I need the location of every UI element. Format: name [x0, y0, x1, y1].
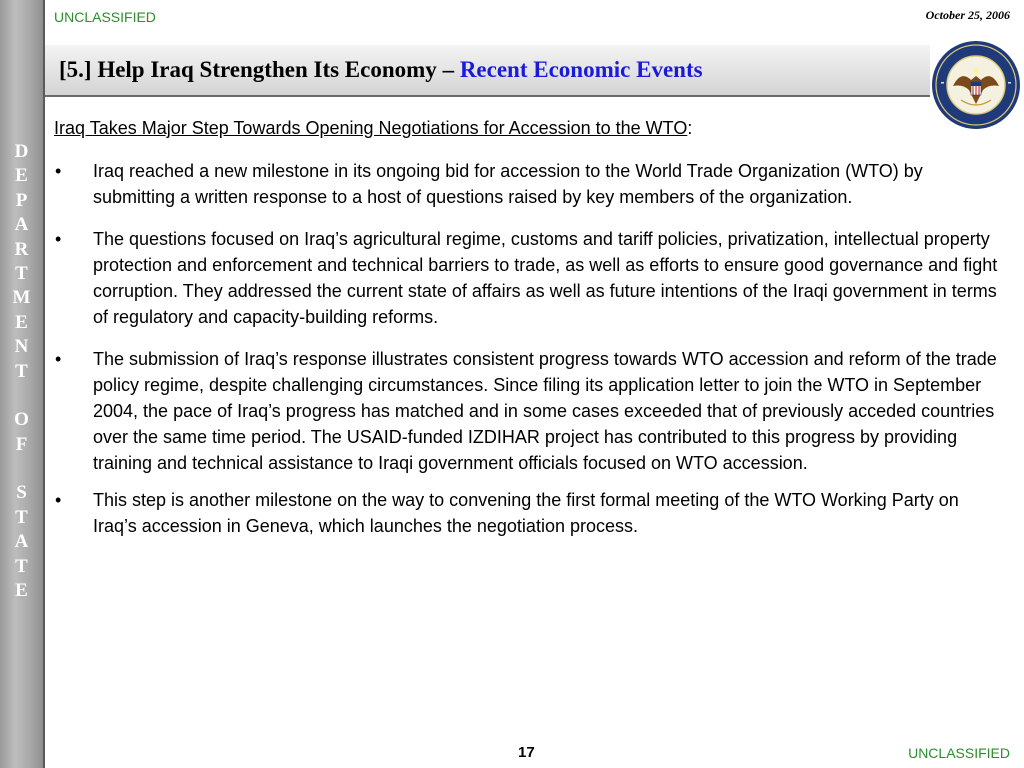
title-band	[45, 45, 930, 97]
bullet-item	[54, 487, 1004, 539]
slide-date: October 25, 2006	[925, 8, 1010, 22]
sidebar-letter: E	[15, 311, 28, 333]
bullet-text: The questions focused on Iraq’s agricultural regime, customs and tariff policies, privatization, intellectual property protection and enforcement and technical barriers to trade, as well as efforts to ensure good governance and fight corruption. They addressed the current state of affairs as well as future intentions of the Iraqi government in terms of regulatory and capacity-building reforms.	[93, 229, 998, 327]
page-number: 17	[518, 744, 535, 761]
sidebar-letter: N	[14, 336, 29, 358]
section-heading-suffix: :	[687, 118, 693, 138]
bullet-mark: •	[55, 229, 62, 249]
bullet-item	[54, 158, 1004, 210]
classification-bottom: UNCLASSIFIED	[908, 745, 1010, 761]
bullet-mark: •	[55, 490, 62, 510]
title-accent: Recent Economic Events	[459, 57, 703, 82]
sidebar-letter: O	[14, 409, 29, 431]
bullet-text: This step is another milestone on the way to convening the first formal meeting of the WTO Working Party on Iraq’s accession in Geneva, which launches the negotiation process.	[93, 490, 959, 536]
sidebar-letter: T	[15, 555, 28, 577]
sidebar-letter: P	[15, 189, 28, 211]
slide-body	[54, 117, 1004, 555]
bullet-item	[54, 226, 1004, 330]
bullet-item	[54, 346, 1004, 476]
sidebar-letter: T	[15, 360, 28, 382]
sidebar-letter: T	[15, 262, 28, 284]
sidebar-letter: E	[15, 165, 28, 187]
sidebar-letter: D	[14, 141, 29, 162]
classification-top: UNCLASSIFIED	[54, 9, 156, 25]
sidebar-letter: E	[15, 580, 28, 602]
bullet-mark: •	[55, 161, 62, 181]
sidebar-letter: F	[15, 433, 28, 455]
section-heading	[54, 117, 1004, 139]
sidebar-letter: T	[15, 506, 28, 528]
sidebar-vertical-text	[0, 140, 43, 603]
sidebar-letter: A	[14, 531, 29, 553]
sidebar-letter: M	[12, 287, 31, 309]
bullet-mark: •	[55, 349, 62, 369]
sidebar-letter: S	[16, 482, 27, 504]
bullet-text: Iraq reached a new milestone in its ongoing bid for accession to the World Trade Organization (WTO) by submitting a written response to a host of questions raised by key members of the organization.	[93, 161, 923, 207]
sidebar	[0, 0, 45, 768]
slide-title	[59, 57, 703, 83]
title-main: [5.] Help Iraq Strengthen Its Economy	[59, 57, 437, 82]
section-heading-text: Iraq Takes Major Step Towards Opening Negotiations for Accession to the WTO	[54, 118, 688, 138]
sidebar-letter: A	[14, 214, 29, 236]
bullet-text: The submission of Iraq’s response illustrates consistent progress towards WTO accession and reform of the trade policy regime, despite challenging circumstances. Since filing its application letter to join the WTO in September 2004, the pace of Iraq’s progress has matched and in some cases exceeded that of previously acceded countries over the same time period. The USAID-funded IZDIHAR project has contributed to this progress by providing training and technical assistance to Iraqi government officials focused on WTO accession.	[93, 349, 997, 473]
sidebar-letter: R	[14, 238, 29, 260]
title-dash: –	[436, 57, 460, 82]
